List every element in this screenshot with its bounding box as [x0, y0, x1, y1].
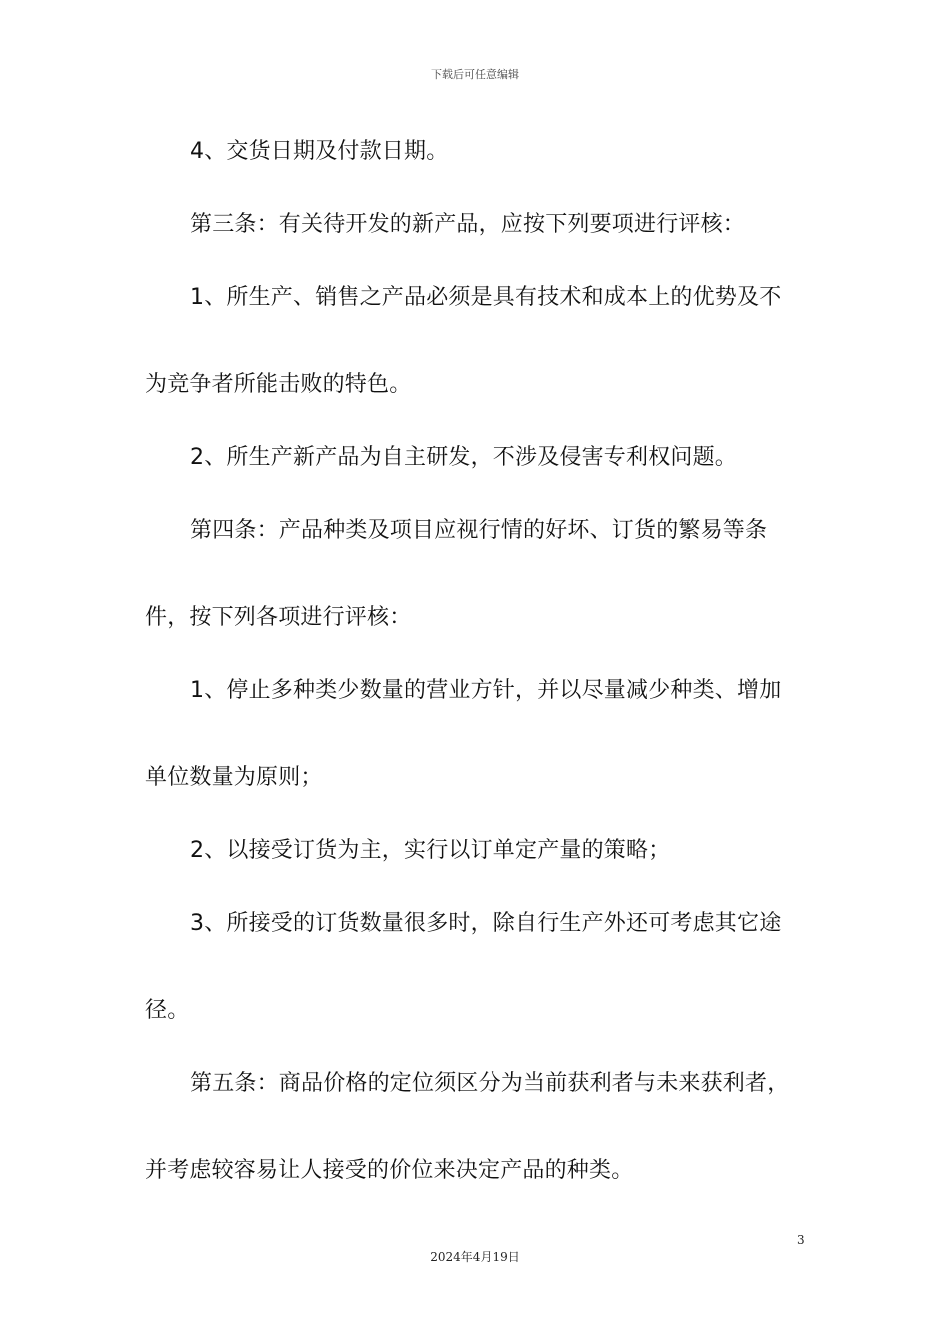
paragraph-line: 1、停止多种类少数量的营业方针，并以尽量减少种类、增加 — [190, 678, 782, 703]
paragraph-line: 单位数量为原则； — [145, 765, 323, 790]
footer-date: 2024年4月19日 — [430, 1250, 520, 1264]
paragraph-line: 2、所生产新产品为自主研发，不涉及侵害专利权问题。 — [190, 445, 737, 470]
paragraph-line: 2、以接受订货为主，实行以订单定产量的策略； — [190, 838, 671, 863]
paragraph-line: 件，按下列各项进行评核： — [145, 605, 412, 630]
paragraph-line: 第四条：产品种类及项目应视行情的好坏、订货的繁易等条 — [190, 518, 768, 543]
paragraph-line: 第五条：商品价格的定位须区分为当前获利者与未来获利者， — [190, 1071, 790, 1096]
paragraph-line: 为竞争者所能击败的特色。 — [145, 372, 412, 397]
paragraph-line: 1、所生产、销售之产品必须是具有技术和成本上的优势及不 — [190, 285, 782, 310]
paragraph-line: 第三条：有关待开发的新产品，应按下列要项进行评核： — [190, 212, 746, 237]
page-header: 下载后可任意编辑 — [431, 68, 519, 81]
paragraph-line: 4、交货日期及付款日期。 — [190, 139, 449, 164]
paragraph-line: 3、所接受的订货数量很多时，除自行生产外还可考虑其它途 — [190, 911, 782, 936]
paragraph-line: 并考虑较容易让人接受的价位来决定产品的种类。 — [145, 1158, 634, 1183]
paragraph-line: 径。 — [145, 998, 190, 1023]
page-number: 3 — [797, 1233, 805, 1247]
